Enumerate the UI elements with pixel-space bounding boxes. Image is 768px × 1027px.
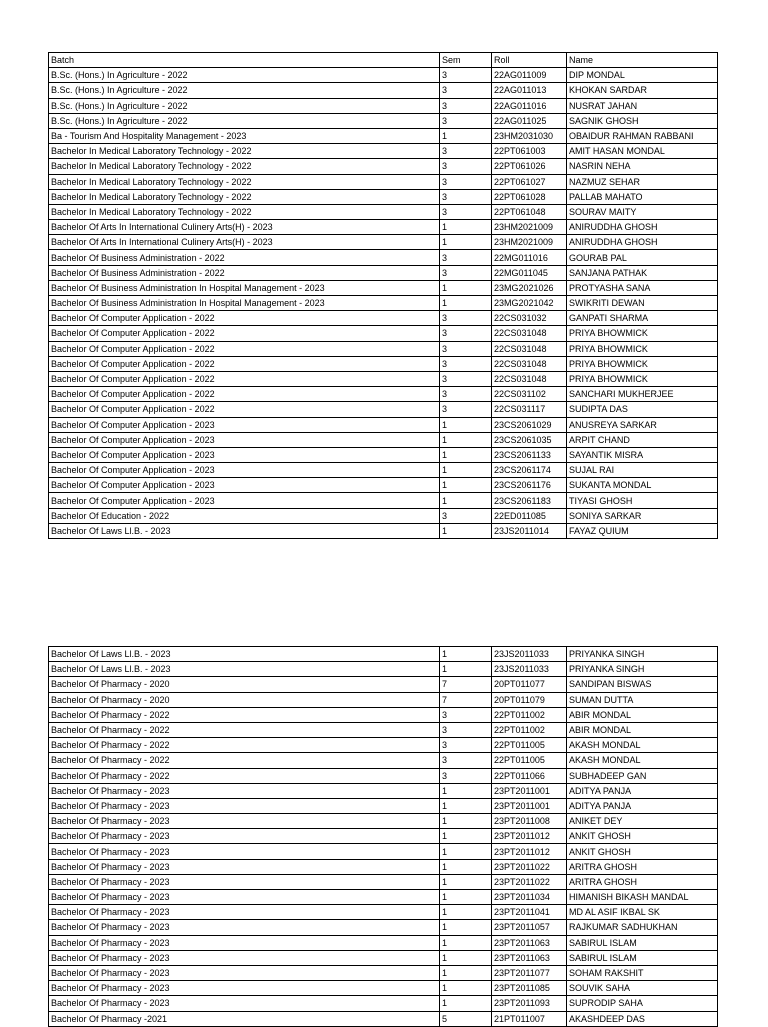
cell-name: PRIYANKA SINGH [567,647,718,662]
cell-name: SABIRUL ISLAM [567,950,718,965]
table-row [49,844,718,859]
cell-name: AKASHDEEP DAS [567,1011,718,1026]
cell-name: PRIYA BHOWMICK [567,356,718,371]
cell-name: ANIKET DEY [567,814,718,829]
cell-batch: Bachelor Of Computer Application - 2023 [49,417,440,432]
cell-batch: Bachelor Of Pharmacy - 2023 [49,950,440,965]
table-row [49,387,718,402]
header-roll: Roll [492,53,567,68]
cell-name: NUSRAT JAHAN [567,98,718,113]
cell-sem: 1 [440,296,492,311]
cell-roll: 22ED011085 [492,508,567,523]
cell-batch: Bachelor Of Pharmacy - 2023 [49,996,440,1011]
table-row [49,113,718,128]
cell-name: SWIKRITI DEWAN [567,296,718,311]
cell-batch: B.Sc. (Hons.) In Agriculture - 2022 [49,83,440,98]
cell-sem: 3 [440,68,492,83]
table-row [49,662,718,677]
table-row [49,265,718,280]
cell-sem: 3 [440,326,492,341]
cell-sem: 3 [440,341,492,356]
cell-name: SUBHADEEP GAN [567,768,718,783]
cell-roll: 23PT2011085 [492,981,567,996]
cell-sem: 1 [440,523,492,538]
cell-sem: 3 [440,753,492,768]
cell-sem: 3 [440,189,492,204]
cell-batch: Bachelor Of Computer Application - 2022 [49,311,440,326]
cell-sem: 7 [440,677,492,692]
table-row [49,859,718,874]
table-row [49,371,718,386]
cell-batch: Bachelor Of Computer Application - 2023 [49,493,440,508]
cell-sem: 1 [440,447,492,462]
cell-batch: B.Sc. (Hons.) In Agriculture - 2022 [49,98,440,113]
cell-sem: 1 [440,647,492,662]
cell-roll: 22MG011016 [492,250,567,265]
cell-sem: 3 [440,265,492,280]
cell-name: ARITRA GHOSH [567,859,718,874]
cell-roll: 23PT2011012 [492,829,567,844]
cell-roll: 22AG011009 [492,68,567,83]
table-row [49,905,718,920]
cell-sem: 3 [440,174,492,189]
cell-batch: Bachelor Of Computer Application - 2022 [49,387,440,402]
cell-sem: 1 [440,463,492,478]
cell-roll: 22PT061028 [492,189,567,204]
cell-roll: 23PT2011022 [492,874,567,889]
cell-sem: 1 [440,965,492,980]
cell-roll: 22MG011045 [492,265,567,280]
table-row [49,768,718,783]
cell-roll: 21PT011007 [492,1011,567,1026]
table-row [49,677,718,692]
cell-name: AKASH MONDAL [567,738,718,753]
table-header-row [49,53,718,68]
cell-sem: 3 [440,311,492,326]
cell-sem: 3 [440,113,492,128]
cell-batch: Bachelor Of Business Administration In Hospital Management - 2023 [49,280,440,295]
cell-roll: 23HM2031030 [492,128,567,143]
cell-batch: Bachelor Of Laws Ll.B. - 2023 [49,662,440,677]
cell-batch: Bachelor Of Pharmacy - 2022 [49,722,440,737]
cell-batch: Bachelor In Medical Laboratory Technology - 2022 [49,204,440,219]
table-row [49,417,718,432]
cell-batch: Bachelor Of Pharmacy - 2023 [49,965,440,980]
cell-name: HIMANISH BIKASH MANDAL [567,890,718,905]
cell-batch: Bachelor Of Pharmacy - 2023 [49,783,440,798]
cell-name: RAJKUMAR SADHUKHAN [567,920,718,935]
cell-name: SOHAM RAKSHIT [567,965,718,980]
table-row [49,280,718,295]
cell-batch: Bachelor Of Computer Application - 2023 [49,463,440,478]
table-row [49,493,718,508]
cell-sem: 1 [440,493,492,508]
table-row [49,950,718,965]
cell-roll: 22PT011002 [492,707,567,722]
table-row [49,463,718,478]
cell-name: PRIYA BHOWMICK [567,326,718,341]
table-row [49,174,718,189]
cell-name: SUMAN DUTTA [567,692,718,707]
cell-name: TIYASI GHOSH [567,493,718,508]
cell-roll: 23JS2011033 [492,662,567,677]
cell-sem: 3 [440,250,492,265]
cell-batch: Bachelor Of Arts In International Culinery Arts(H) - 2023 [49,220,440,235]
cell-roll: 23CS2061133 [492,447,567,462]
cell-name: SUKANTA MONDAL [567,478,718,493]
cell-name: SOUVIK SAHA [567,981,718,996]
cell-roll: 23HM2021009 [492,235,567,250]
cell-sem: 5 [440,1011,492,1026]
cell-name: SONIYA SARKAR [567,508,718,523]
cell-sem: 1 [440,814,492,829]
table-row [49,311,718,326]
cell-name: SANCHARI MUKHERJEE [567,387,718,402]
table-row [49,432,718,447]
cell-roll: 23HM2021009 [492,220,567,235]
cell-name: ARITRA GHOSH [567,874,718,889]
student-table-top [48,52,718,539]
cell-name: SABIRUL ISLAM [567,935,718,950]
table-row [49,220,718,235]
cell-roll: 22PT061027 [492,174,567,189]
cell-name: PALLAB MAHATO [567,189,718,204]
cell-batch: Bachelor In Medical Laboratory Technology - 2022 [49,144,440,159]
cell-roll: 23CS2061174 [492,463,567,478]
cell-roll: 22PT011066 [492,768,567,783]
table-row [49,798,718,813]
table-row [49,692,718,707]
cell-sem: 1 [440,783,492,798]
table-row [49,996,718,1011]
table-row [49,981,718,996]
cell-sem: 1 [440,478,492,493]
cell-roll: 23CS2061183 [492,493,567,508]
cell-name: AMIT HASAN MONDAL [567,144,718,159]
cell-name: NASRIN NEHA [567,159,718,174]
cell-roll: 22AG011016 [492,98,567,113]
cell-roll: 22CS031117 [492,402,567,417]
cell-roll: 23CS2061029 [492,417,567,432]
cell-roll: 23CS2061176 [492,478,567,493]
cell-sem: 3 [440,722,492,737]
cell-sem: 1 [440,220,492,235]
cell-batch: B.Sc. (Hons.) In Agriculture - 2022 [49,68,440,83]
cell-sem: 3 [440,387,492,402]
cell-batch: Bachelor Of Pharmacy - 2020 [49,677,440,692]
cell-roll: 22CS031048 [492,341,567,356]
cell-batch: Bachelor Of Pharmacy - 2023 [49,814,440,829]
cell-roll: 22AG011013 [492,83,567,98]
cell-sem: 3 [440,371,492,386]
cell-name: SOURAV MAITY [567,204,718,219]
cell-name: SUPRODIP SAHA [567,996,718,1011]
cell-name: SAGNIK GHOSH [567,113,718,128]
cell-batch: Bachelor Of Computer Application - 2022 [49,341,440,356]
cell-roll: 20PT011079 [492,692,567,707]
table-row [49,508,718,523]
cell-roll: 23PT2011001 [492,798,567,813]
cell-name: ANKIT GHOSH [567,829,718,844]
cell-sem: 1 [440,235,492,250]
cell-name: GOURAB PAL [567,250,718,265]
cell-name: ANKIT GHOSH [567,844,718,859]
cell-sem: 1 [440,935,492,950]
cell-sem: 1 [440,280,492,295]
cell-name: SAYANTIK MISRA [567,447,718,462]
cell-sem: 3 [440,402,492,417]
table-row [49,814,718,829]
cell-name: SANDIPAN BISWAS [567,677,718,692]
cell-roll: 22AG011025 [492,113,567,128]
cell-roll: 23JS2011014 [492,523,567,538]
cell-batch: Bachelor Of Pharmacy - 2022 [49,707,440,722]
cell-name: SUDIPTA DAS [567,402,718,417]
cell-name: ABIR MONDAL [567,722,718,737]
cell-batch: Bachelor Of Pharmacy - 2023 [49,829,440,844]
cell-roll: 22CS031048 [492,356,567,371]
cell-sem: 1 [440,662,492,677]
cell-roll: 22PT011005 [492,738,567,753]
table-row [49,250,718,265]
cell-batch: Bachelor Of Pharmacy - 2023 [49,844,440,859]
cell-sem: 1 [440,950,492,965]
cell-batch: Bachelor Of Laws Ll.B. - 2023 [49,647,440,662]
cell-sem: 1 [440,128,492,143]
cell-roll: 22CS031102 [492,387,567,402]
cell-sem: 1 [440,844,492,859]
table-row [49,722,718,737]
cell-sem: 1 [440,798,492,813]
cell-name: ANIRUDDHA GHOSH [567,235,718,250]
cell-roll: 23PT2011012 [492,844,567,859]
cell-batch: Bachelor Of Pharmacy - 2022 [49,738,440,753]
cell-batch: Bachelor Of Computer Application - 2023 [49,478,440,493]
cell-name: PRIYA BHOWMICK [567,341,718,356]
cell-batch: Bachelor Of Pharmacy - 2023 [49,920,440,935]
cell-roll: 23CS2061035 [492,432,567,447]
table-row [49,341,718,356]
cell-roll: 23MG2021042 [492,296,567,311]
cell-sem: 7 [440,692,492,707]
cell-sem: 3 [440,356,492,371]
cell-sem: 1 [440,829,492,844]
cell-sem: 1 [440,874,492,889]
cell-batch: Bachelor Of Pharmacy - 2022 [49,768,440,783]
cell-sem: 3 [440,738,492,753]
cell-sem: 3 [440,159,492,174]
cell-name: ADITYA PANJA [567,783,718,798]
cell-batch: Bachelor Of Pharmacy - 2023 [49,935,440,950]
cell-batch: Bachelor Of Pharmacy - 2023 [49,874,440,889]
cell-sem: 3 [440,144,492,159]
cell-sem: 1 [440,859,492,874]
header-name: Name [567,53,718,68]
cell-name: ARPIT CHAND [567,432,718,447]
table-row [49,874,718,889]
table-row [49,478,718,493]
cell-name: FAYAZ QUIUM [567,523,718,538]
cell-batch: Bachelor Of Pharmacy -2021 [49,1011,440,1026]
table-row [49,707,718,722]
cell-sem: 3 [440,98,492,113]
cell-batch: Bachelor Of Business Administration - 2022 [49,250,440,265]
cell-sem: 1 [440,890,492,905]
cell-roll: 23PT2011093 [492,996,567,1011]
cell-batch: Bachelor Of Business Administration In Hospital Management - 2023 [49,296,440,311]
cell-name: KHOKAN SARDAR [567,83,718,98]
cell-roll: 22PT011005 [492,753,567,768]
cell-batch: Bachelor Of Pharmacy - 2023 [49,905,440,920]
cell-roll: 22PT061048 [492,204,567,219]
cell-sem: 1 [440,417,492,432]
table-row [49,447,718,462]
cell-batch: B.Sc. (Hons.) In Agriculture - 2022 [49,113,440,128]
table-row [49,829,718,844]
cell-batch: Bachelor Of Computer Application - 2022 [49,326,440,341]
cell-batch: Bachelor Of Arts In International Culinery Arts(H) - 2023 [49,235,440,250]
student-table-bottom [48,646,718,1027]
cell-sem: 1 [440,920,492,935]
cell-roll: 23PT2011022 [492,859,567,874]
cell-name: PRIYANKA SINGH [567,662,718,677]
table-row [49,647,718,662]
cell-batch: Bachelor In Medical Laboratory Technology - 2022 [49,189,440,204]
cell-roll: 23PT2011057 [492,920,567,935]
table-row [49,83,718,98]
cell-sem: 3 [440,707,492,722]
table-row [49,144,718,159]
header-batch: Batch [49,53,440,68]
table-row [49,98,718,113]
table-row [49,235,718,250]
cell-roll: 22PT011002 [492,722,567,737]
table-row [49,402,718,417]
cell-batch: Bachelor Of Computer Application - 2022 [49,356,440,371]
cell-batch: Bachelor Of Pharmacy - 2023 [49,859,440,874]
cell-sem: 1 [440,996,492,1011]
table-row [49,753,718,768]
cell-batch: Bachelor Of Computer Application - 2023 [49,447,440,462]
cell-sem: 3 [440,768,492,783]
table-row [49,356,718,371]
table-row [49,965,718,980]
cell-batch: Bachelor Of Pharmacy - 2023 [49,981,440,996]
cell-name: PROTYASHA SANA [567,280,718,295]
cell-name: ADITYA PANJA [567,798,718,813]
cell-name: ABIR MONDAL [567,707,718,722]
table-row [49,738,718,753]
cell-batch: Bachelor Of Pharmacy - 2020 [49,692,440,707]
cell-sem: 1 [440,432,492,447]
cell-batch: Bachelor Of Computer Application - 2023 [49,432,440,447]
cell-name: ANUSREYA SARKAR [567,417,718,432]
cell-batch: Bachelor In Medical Laboratory Technology - 2022 [49,174,440,189]
cell-sem: 1 [440,981,492,996]
table-row [49,935,718,950]
cell-roll: 23PT2011063 [492,935,567,950]
cell-name: SUJAL RAI [567,463,718,478]
cell-batch: Bachelor Of Business Administration - 2022 [49,265,440,280]
cell-roll: 23PT2011041 [492,905,567,920]
cell-roll: 23PT2011008 [492,814,567,829]
cell-roll: 23PT2011034 [492,890,567,905]
cell-sem: 1 [440,905,492,920]
cell-roll: 23JS2011033 [492,647,567,662]
cell-name: AKASH MONDAL [567,753,718,768]
cell-batch: Bachelor Of Education - 2022 [49,508,440,523]
table-row [49,159,718,174]
cell-roll: 22PT061026 [492,159,567,174]
cell-roll: 23PT2011063 [492,950,567,965]
cell-batch: Bachelor Of Computer Application - 2022 [49,371,440,386]
cell-name: NAZMUZ SEHAR [567,174,718,189]
cell-roll: 20PT011077 [492,677,567,692]
table-row [49,523,718,538]
cell-batch: Bachelor Of Pharmacy - 2023 [49,798,440,813]
cell-batch: Bachelor Of Computer Application - 2022 [49,402,440,417]
header-sem: Sem [440,53,492,68]
cell-batch: Bachelor Of Laws Ll.B. - 2023 [49,523,440,538]
cell-name: MD AL ASIF IKBAL SK [567,905,718,920]
table-row [49,204,718,219]
cell-batch: Ba - Tourism And Hospitality Management - 2023 [49,128,440,143]
table-row [49,128,718,143]
cell-name: ANIRUDDHA GHOSH [567,220,718,235]
cell-name: OBAIDUR RAHMAN RABBANI [567,128,718,143]
cell-batch: Bachelor In Medical Laboratory Technology - 2022 [49,159,440,174]
cell-batch: Bachelor Of Pharmacy - 2022 [49,753,440,768]
cell-batch: Bachelor Of Pharmacy - 2023 [49,890,440,905]
table-row [49,783,718,798]
cell-roll: 22PT061003 [492,144,567,159]
table-row [49,189,718,204]
cell-roll: 22CS031048 [492,371,567,386]
cell-roll: 23MG2021026 [492,280,567,295]
table-row [49,920,718,935]
cell-sem: 3 [440,204,492,219]
table-row [49,326,718,341]
cell-sem: 3 [440,83,492,98]
cell-name: SANJANA PATHAK [567,265,718,280]
table-row [49,68,718,83]
cell-roll: 22CS031032 [492,311,567,326]
cell-sem: 3 [440,508,492,523]
cell-roll: 23PT2011001 [492,783,567,798]
cell-roll: 22CS031048 [492,326,567,341]
table-row [49,890,718,905]
cell-name: DIP MONDAL [567,68,718,83]
cell-name: GANPATI SHARMA [567,311,718,326]
cell-roll: 23PT2011077 [492,965,567,980]
cell-name: PRIYA BHOWMICK [567,371,718,386]
table-row [49,296,718,311]
